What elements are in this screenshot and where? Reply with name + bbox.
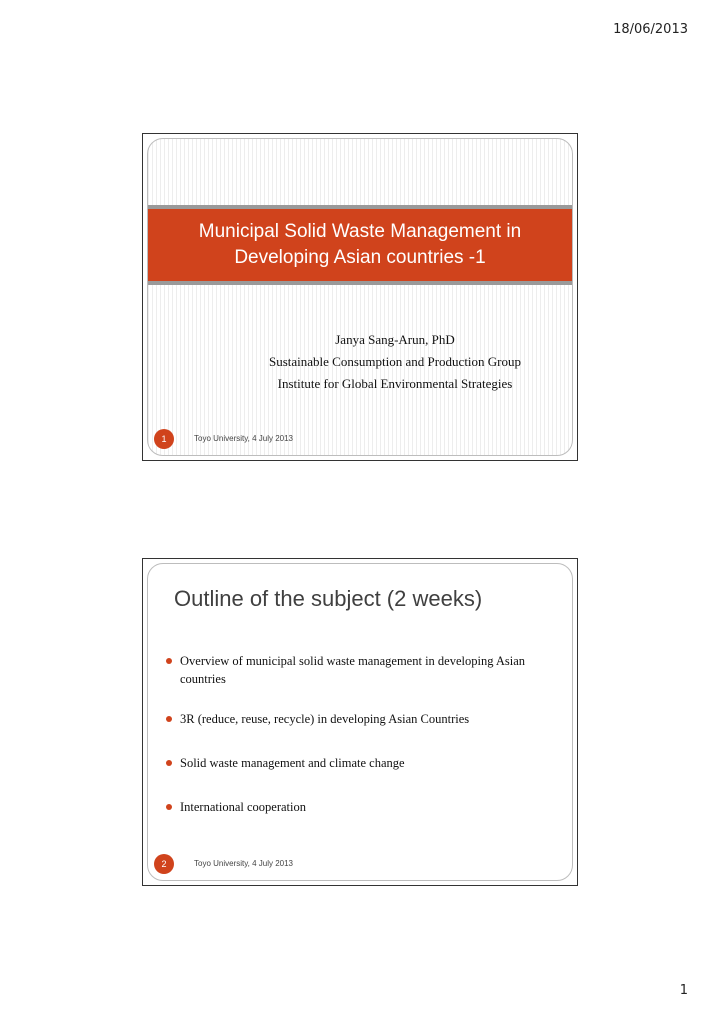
slide-footer: Toyo University, 4 July 2013 [194,434,294,443]
outline-bullet-list [166,652,542,842]
bullet-icon [166,760,172,766]
bullet-text: Overview of municipal solid waste management in developing Asian countries [180,654,526,686]
bullet-text: International cooperation [180,800,306,814]
page-number: 1 [679,983,688,998]
slide-footer: Toyo University, 4 July 2013 [194,859,294,868]
bullet-icon [166,658,172,664]
slide-2 [142,558,578,886]
slide-2-panel [147,563,573,881]
slide-1-title: Municipal Solid Waste Management in Developing Asian countries -1 [198,221,522,268]
bullet-icon [166,716,172,722]
bullet-text: 3R (reduce, reuse, recycle) in developing Asian Countries [180,712,470,726]
list-item [166,754,542,772]
slide-2-title: Outline of the subject (2 weeks) [174,586,483,611]
slide-number-badge: 1 [154,429,174,449]
title-banner [148,209,572,285]
page-date: 18/06/2013 [613,22,688,37]
list-item [166,798,542,816]
bullet-text: Solid waste management and climate change [180,756,405,770]
bullet-icon [166,804,172,810]
author-institute: Institute for Global Environmental Strategies [277,376,513,391]
author-group: Sustainable Consumption and Production Group [268,354,522,369]
author-block [248,329,542,395]
slide-1-panel [147,138,573,456]
author-name: Janya Sang-Arun, PhD [335,332,455,347]
list-item [166,652,542,688]
slide-1 [142,133,578,461]
slide-number-badge: 2 [154,854,174,874]
list-item [166,710,542,728]
